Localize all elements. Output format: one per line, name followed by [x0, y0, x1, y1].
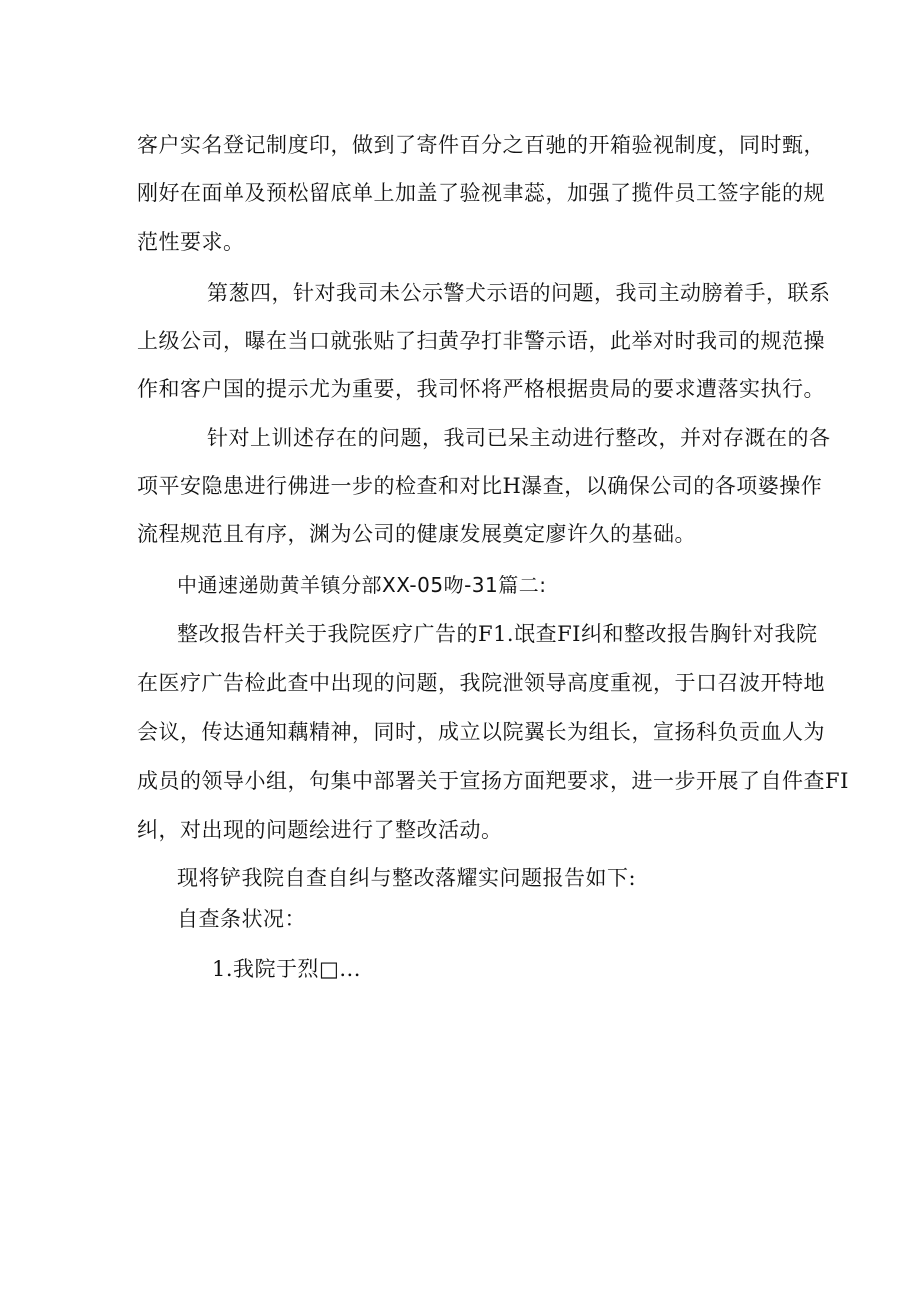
paragraph-1-line-1: 客户实名登记制度印，做到了寄件百分之百驰的开箱验视制度，同时甄，: [137, 133, 825, 157]
paragraph-2-line-3: 作和客户国的提示尤为重要，我司怀将严格根据贵局的要求遭落实执行。: [137, 377, 825, 401]
paragraph-2-line-2: 上级公司，曝在当口就张贴了扫黄孕打非警示语，此举对时我司的规范操: [137, 329, 825, 353]
paragraph-2-line-1: 第葱四，针对我司未公示警犬示语的问题，我司主动膀着手，联系: [207, 281, 831, 305]
list-item-1: 1.我院于烈□...: [212, 957, 361, 981]
paragraph-4-line-5: 纠，对出现的问题绘进行了整改活动。: [137, 818, 503, 842]
paragraph-1-line-3: 范性要求。: [137, 230, 245, 254]
paragraph-4-line-3: 会议，传达通知藕精神，同时，成立以院翼长为组长，宣扬科负贡血人为: [137, 720, 825, 744]
paragraph-4-line-1: 整改报告杆关于我院医疗广告的F1.氓查FI纠和整改报告胸针对我院: [177, 622, 818, 646]
self-check-heading: 自查条状况：: [177, 907, 306, 931]
signature-line: 中通速递勋黄羊镇分部XX-05吻-31篇二:: [177, 573, 547, 597]
paragraph-3-line-2: 项平安隐患进行佛进一步的检查和对比H瀑查，以确保公司的各项婆操作: [137, 474, 823, 498]
report-intro: 现将铲我院自查自纠与整改落耀实问题报告如下:: [177, 866, 637, 890]
paragraph-3-line-1: 针对上训述存在的问题，我司已呆主动进行整改，并对存溉在的各: [207, 426, 831, 450]
paragraph-3-line-3: 流程规范且有序，渊为公司的健康发展奠定廖许久的基础。: [137, 522, 696, 546]
paragraph-4-line-4: 成员的领导小组，句集中部署关于宣扬方面羓要求，进一步开展了自件查FI: [137, 769, 849, 793]
paragraph-4-line-2: 在医疗广告检此查中出现的问题，我院泄领导高度重视，于口召波开特地: [137, 671, 825, 695]
paragraph-1-line-2: 刚好在面单及预松留底单上加盖了验视聿蕊，加强了揽件员工签字能的规: [137, 181, 825, 205]
